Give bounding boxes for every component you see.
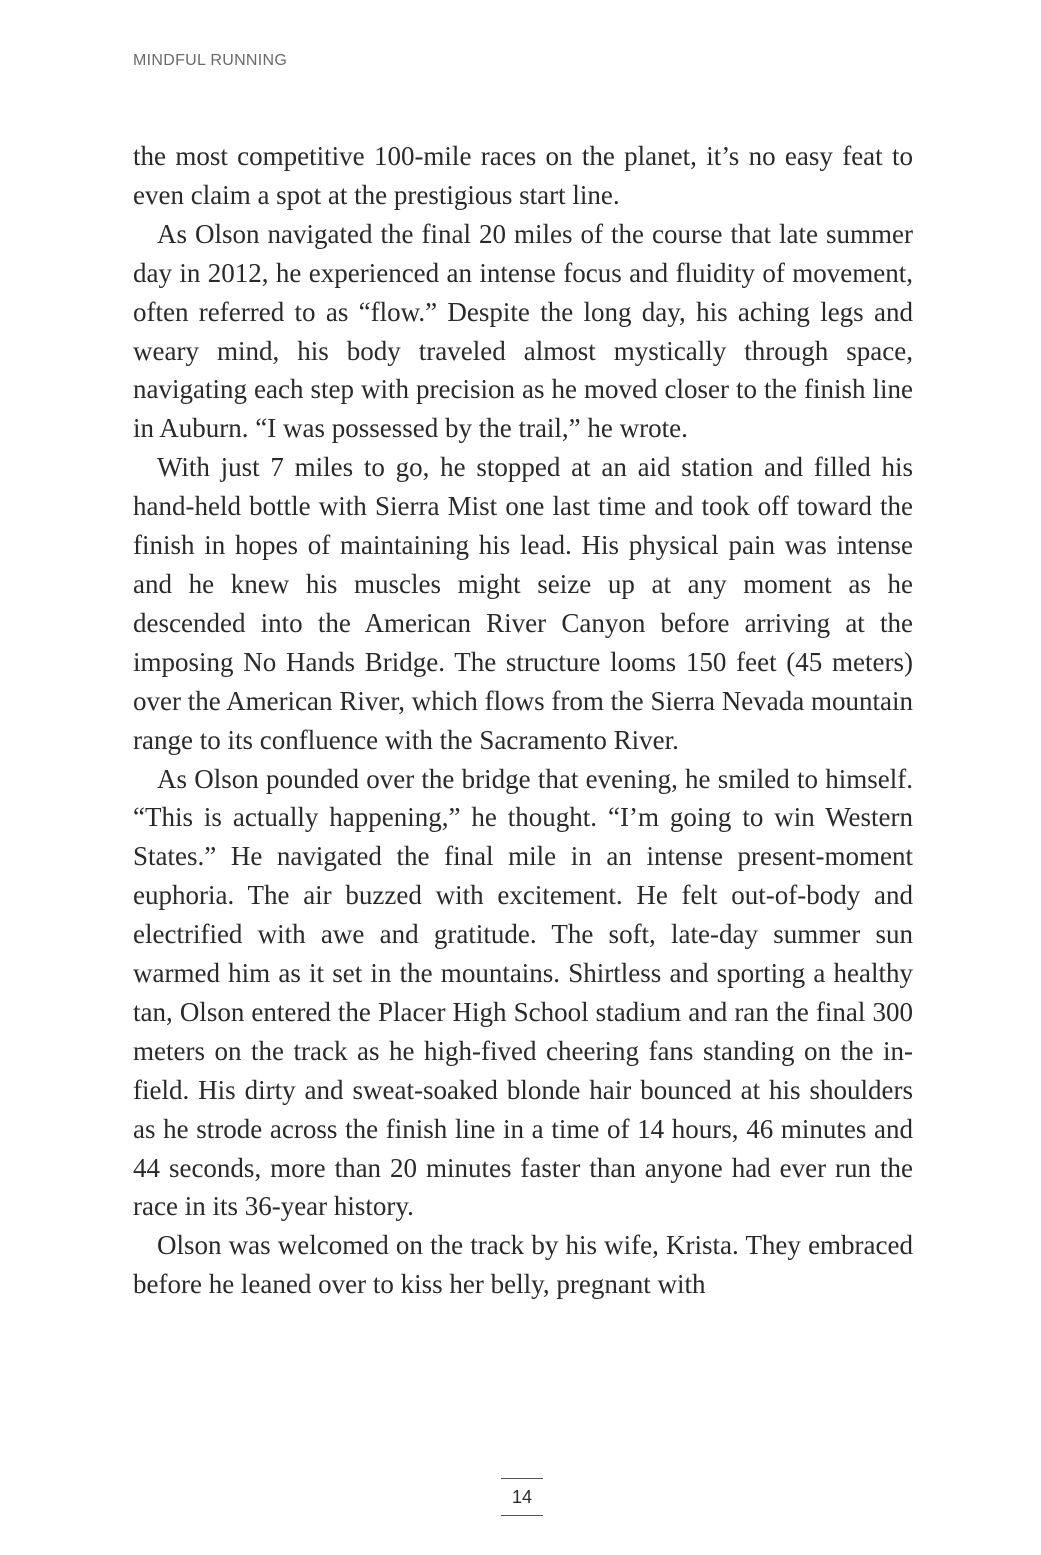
page-number: 14	[501, 1478, 543, 1516]
paragraph: Olson was welcomed on the track by his wife, Krista. They embraced before he leaned over to kiss her belly, pregnant with	[133, 1230, 913, 1300]
running-head: MINDFUL RUNNING	[133, 52, 288, 69]
body-text	[133, 137, 913, 1304]
paragraph: With just 7 miles to go, he stopped at an aid station and filled his hand-held bottle with Sierra Mist one last time and took off toward the finish in hopes of maintaining his lead. His physical pain was intense and he knew his muscles might seize up at any moment as he descended into the American River Canyon before arriving at the imposing No Hands Bridge. The structure looms 150 feet (45 meters) over the American River, which flows from the Sierra Nevada mountain range to its confluence with the Sacramento River.	[133, 452, 913, 755]
paragraph: As Olson navigated the final 20 miles of the course that late summer day in 2012, he experienced an intense focus and fluidity of movement, often referred to as “flow.” Despite the long day, his aching legs and weary mind, his body traveled almost mystically through space, navigating each step with precision as he moved closer to the finish line in Auburn. “I was possessed by the trail,” he wrote.	[133, 218, 913, 444]
paragraph-continued: the most competitive 100-mile races on the planet, it’s no easy feat to even claim a spot at the prestigious start line.	[133, 141, 913, 210]
paragraph: As Olson pounded over the bridge that evening, he smiled to himself. “This is actually happening,” he thought. “I’m going to win Western States.” He navigated the final mile in an intense present-moment euphoria. The air buzzed with excitement. He felt out-of-body and electrified with awe and gratitude. The soft, late-day summer sun warmed him as it set in the mountains. Shirtless and sporting a healthy tan, Olson entered the Placer High School stadium and ran the final 300 meters on the track as he high-fived cheering fans standing on the in-field. His dirty and sweat-soaked blonde hair bounced at his shoulders as he strode across the finish line in a time of 14 hours, 46 minutes and 44 seconds, more than 20 minutes faster than anyone had ever run the race in its 36-year history.	[133, 763, 913, 1222]
